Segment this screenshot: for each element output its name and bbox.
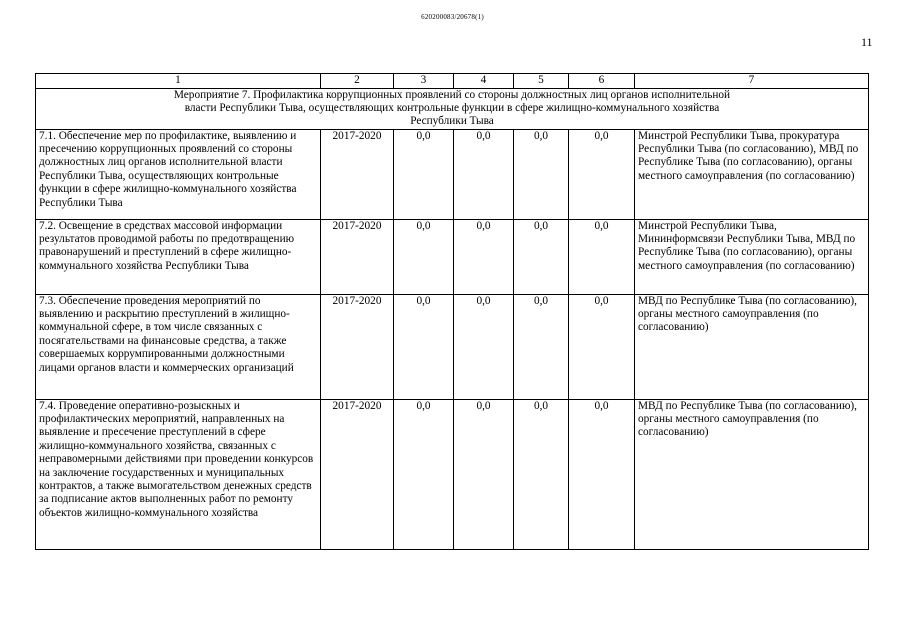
funding-value: 0,0 (569, 399, 635, 549)
measure-period: 2017-2020 (321, 294, 394, 399)
funding-value: 0,0 (454, 294, 514, 399)
column-number: 4 (454, 74, 514, 89)
funding-value: 0,0 (454, 399, 514, 549)
section-title-text: Мероприятие 7. Профилактика коррупционных проявлений со стороны должностных лиц органов исполнительной власти Республики Тыва, осуществляющих контрольные функции в сфере жилищно-коммунального хозяйства Республики Тыва (173, 89, 731, 128)
measure-description: 7.2. Освещение в средствах массовой информации результатов проводимой работы по предотвращению правонарушений и преступлений в сфере жилищно-коммунального хозяйства Республики Тыва (36, 219, 321, 294)
measure-period: 2017-2020 (321, 129, 394, 219)
column-number: 1 (36, 74, 321, 89)
measure-description: 7.4. Проведение оперативно-розыскных и профилактических мероприятий, направленных на выявление и пресечение преступлений в сфере жилищно-коммунального хозяйства, связанных с неправомерными действиями при проведении конкурсов на заключение государственных и муниципальных контрактов, а также вымогательством денежных средств за подписание актов выполненных работ по ремонту объектов жилищно-коммунального хозяйства (36, 399, 321, 549)
column-number: 3 (394, 74, 454, 89)
column-number-row (36, 74, 869, 89)
funding-value: 0,0 (454, 129, 514, 219)
column-number: 5 (514, 74, 569, 89)
funding-value: 0,0 (394, 129, 454, 219)
measure-executors: МВД по Республике Тыва (по согласованию), органы местного самоуправления (по согласованию) (635, 399, 869, 549)
column-number: 7 (635, 74, 869, 89)
measure-description: 7.1. Обеспечение мер по профилактике, выявлению и пресечению коррупционных проявлений со стороны должностных лиц органов исполнительной власти Республики Тыва, осуществляющих контрольные функции в сфере жилищно-коммунального хозяйства Республики Тыва (36, 129, 321, 219)
page-number: 11 (861, 35, 873, 49)
funding-value: 0,0 (569, 219, 635, 294)
funding-value: 0,0 (514, 294, 569, 399)
funding-value: 0,0 (394, 399, 454, 549)
section-row (36, 89, 869, 130)
table-row (36, 399, 869, 549)
funding-value: 0,0 (569, 294, 635, 399)
funding-value: 0,0 (514, 219, 569, 294)
measures-table (35, 73, 869, 550)
measure-executors: Минстрой Республики Тыва, Мининформсвязи Республики Тыва, МВД по Республике Тыва (по согласованию), органы местного самоуправления (по согласованию) (635, 219, 869, 294)
measure-period: 2017-2020 (321, 219, 394, 294)
column-number: 2 (321, 74, 394, 89)
table-row (36, 129, 869, 219)
funding-value: 0,0 (394, 219, 454, 294)
funding-value: 0,0 (514, 399, 569, 549)
table-row (36, 219, 869, 294)
measure-description: 7.3. Обеспечение проведения мероприятий по выявлению и раскрытию преступлений в жилищно-коммунальной сфере, в том числе связанных с посягательствами на финансовые средства, а также совершаемых коррумпированными должностными лицами органов власти и коммерческих организаций (36, 294, 321, 399)
column-number: 6 (569, 74, 635, 89)
funding-value: 0,0 (569, 129, 635, 219)
funding-value: 0,0 (394, 294, 454, 399)
funding-value: 0,0 (454, 219, 514, 294)
section-title (36, 89, 869, 130)
funding-value: 0,0 (514, 129, 569, 219)
table-row (36, 294, 869, 399)
measure-executors: МВД по Республике Тыва (по согласованию), органы местного самоуправления (по согласованию) (635, 294, 869, 399)
document-id: 620200083/20678(1) (421, 13, 484, 21)
measure-period: 2017-2020 (321, 399, 394, 549)
measure-executors: Минстрой Республики Тыва, прокуратура Республики Тыва (по согласованию), МВД по Республике Тыва (по согласованию), органы местного самоуправления (по согласованию) (635, 129, 869, 219)
